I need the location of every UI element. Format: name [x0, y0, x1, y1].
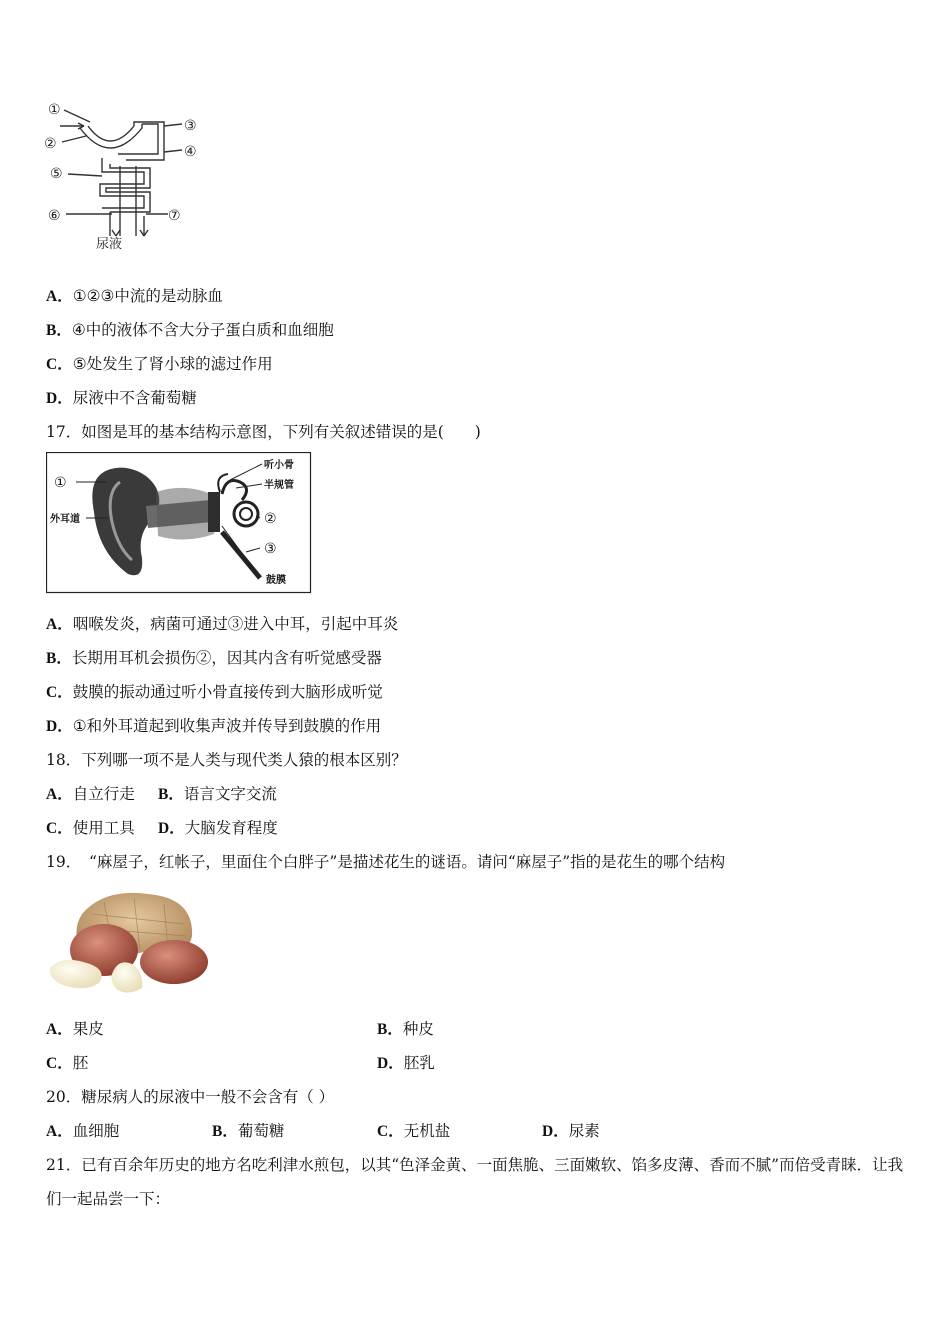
- q17-option-d: D．①和外耳道起到收集声波并传导到鼓膜的作用: [46, 717, 382, 735]
- q21-stem: 21．已有百余年历史的地方名吃利津水煎包，以其“色泽金黄、一面焦脆、三面嫩软、馅多皮薄、香而不腻”而倍受青睐．让我们一起品尝一下：: [46, 1156, 904, 1208]
- nephron-caption: 尿液: [96, 237, 123, 252]
- q19-option-d: D．胚乳: [377, 1054, 435, 1072]
- nephron-label-2: ②: [44, 136, 57, 152]
- q19-option-b: B．种皮: [377, 1020, 434, 1038]
- q20-option-a: A．血细胞: [46, 1122, 120, 1140]
- q17-option-c: C．鼓膜的振动通过听小骨直接传到大脑形成听觉: [46, 683, 383, 701]
- q20-stem: 20．糖尿病人的尿液中一般不会含有（ ）: [46, 1088, 335, 1106]
- q19-option-a: A．果皮: [46, 1020, 104, 1038]
- ear-diagram: [46, 452, 312, 594]
- nephron-label-4: ④: [184, 144, 197, 160]
- q19-stem: 19． “麻屋子，红帐子，里面住个白胖子”是描述花生的谜语。请问“麻屋子”指的是花生的哪个结构: [46, 853, 726, 871]
- q16-option-b: B．④中的液体不含大分子蛋白质和血细胞: [46, 321, 334, 339]
- q16-option-a: A．①②③中流的是动脉血: [46, 287, 223, 305]
- q16-option-d: D．尿液中不含葡萄糖: [46, 389, 197, 407]
- ear-label-eardrum: 鼓膜: [266, 575, 286, 586]
- q17-option-a: A．咽喉发炎，病菌可通过③进入中耳，引起中耳炎: [46, 615, 399, 633]
- q18-option-b: B．语言文字交流: [158, 785, 277, 803]
- nephron-label-1: ①: [48, 102, 61, 118]
- q17-option-b: B．长期用耳机会损伤②，因其内含有听觉感受器: [46, 649, 382, 667]
- nephron-label-5: ⑤: [50, 166, 63, 182]
- ear-label-2: ②: [264, 511, 277, 527]
- q20-option-c: C．无机盐: [377, 1122, 451, 1140]
- ear-label-semicircular: 半规管: [264, 480, 294, 491]
- nephron-label-7: ⑦: [168, 208, 181, 224]
- ear-label-3: ③: [264, 541, 277, 557]
- q20-option-b: B．葡萄糖: [212, 1122, 285, 1140]
- q18-option-d: D．大脑发育程度: [158, 819, 278, 837]
- q16-option-c: C．⑤处发生了肾小球的滤过作用: [46, 355, 273, 373]
- ear-label-1: ①: [54, 475, 67, 491]
- q20-option-d: D．尿素: [542, 1122, 600, 1140]
- ear-label-outer-canal: 外耳道: [50, 514, 80, 525]
- nephron-label-6: ⑥: [48, 208, 61, 224]
- q18-option-c: C．使用工具: [46, 819, 135, 837]
- peanut-image: [44, 884, 214, 996]
- nephron-label-3: ③: [184, 118, 197, 134]
- q18-stem: 18．下列哪一项不是人类与现代类人猿的根本区别？: [46, 751, 407, 769]
- q17-stem: 17．如图是耳的基本结构示意图，下列有关叙述错误的是( ): [46, 423, 481, 441]
- nephron-diagram: [40, 96, 210, 254]
- q19-option-c: C．胚: [46, 1054, 89, 1072]
- q18-option-a: A．自立行走: [46, 785, 135, 803]
- ear-label-ossicles: 听小骨: [264, 460, 294, 471]
